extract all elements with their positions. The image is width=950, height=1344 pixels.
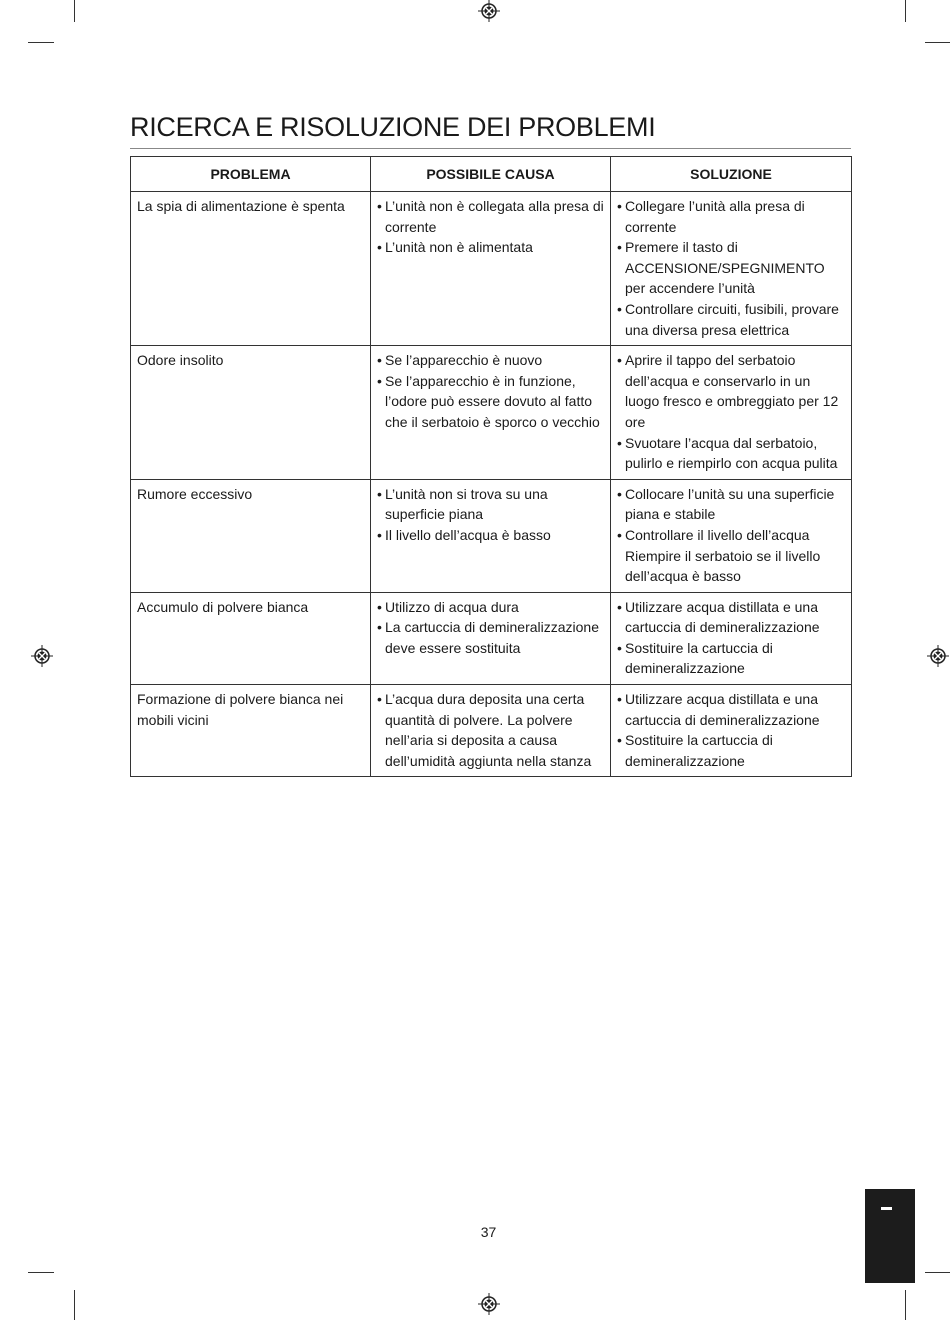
table-row [131,479,852,592]
cause-cell [371,592,611,684]
solution-cell [611,479,852,592]
crop-mark [925,1272,950,1273]
table-row [131,192,852,346]
solution-item: • Premere il tasto di ACCENSIONE/SPEGNIMENTO per accendere l’unità [617,237,845,299]
cause-cell [371,685,611,777]
cause-item: • La cartuccia di demineralizzazione deve essere sostituita [377,617,604,658]
crop-mark [905,1290,906,1320]
registration-mark-icon [927,645,949,667]
page-title: RICERCA E RISOLUZIONE DEI PROBLEMI [130,112,851,149]
problem-cell: Rumore eccessivo [131,479,371,592]
solution-item: • Svuotare l’acqua dal serbatoio, pulirlo e riempirlo con acqua pulita [617,433,845,474]
crop-mark [28,1272,54,1273]
solution-item: • Controllare il livello dell’acqua Riempire il serbatoio se il livello dell’acqua è basso [617,525,845,587]
solution-item: • Utilizzare acqua distillata e una cartuccia di demineralizzazione [617,597,845,638]
cause-item: • Utilizzo di acqua dura [377,597,604,618]
table-header-row [131,157,852,192]
cause-item: • L’unità non si trova su una superficie piana [377,484,604,525]
page-number: 37 [480,1224,497,1240]
solution-item: • Sostituire la cartuccia di demineralizzazione [617,638,845,679]
table-row [131,685,852,777]
crop-mark [74,0,75,22]
cause-item: • Il livello dell’acqua è basso [377,525,604,546]
cause-item: • L’unità non è collegata alla presa di corrente [377,196,604,237]
cause-item: • L’unità non è alimentata [377,237,604,258]
solution-cell [611,346,852,480]
troubleshooting-table [130,156,852,777]
solution-item: • Aprire il tappo del serbatoio dell’acqua e conservarlo in un luogo fresco e ombreggiato per 12 ore [617,350,845,432]
cause-item: • L’acqua dura deposita una certa quantità di polvere. La polvere nell’aria si deposita a causa dell’umidità aggiunta nella stanza [377,689,604,771]
crop-mark [28,42,54,43]
header-solution: SOLUZIONE [611,157,852,192]
cause-item: • Se l’apparecchio è in funzione, l’odore può essere dovuto al fatto che il serbatoio è sporco o vecchio [377,371,604,433]
solution-cell [611,192,852,346]
solution-item: • Collocare l’unità su una superficie piana e stabile [617,484,845,525]
solution-item: • Utilizzare acqua distillata e una cartuccia di demineralizzazione [617,689,845,730]
registration-mark-icon [31,645,53,667]
solution-item: • Sostituire la cartuccia di demineralizzazione [617,730,845,771]
problem-cell: Odore insolito [131,346,371,480]
crop-mark [905,0,906,22]
crop-mark [74,1290,75,1320]
cause-item: • Se l’apparecchio è nuovo [377,350,604,371]
problem-cell: Accumulo di polvere bianca [131,592,371,684]
table-row [131,592,852,684]
solution-item: • Collegare l’unità alla presa di corrente [617,196,845,237]
solution-cell [611,592,852,684]
registration-mark-icon [478,1293,500,1315]
solution-cell [611,685,852,777]
cause-cell [371,192,611,346]
crop-mark [925,42,950,43]
cause-cell [371,479,611,592]
registration-mark-icon [478,0,500,22]
header-problem: PROBLEMA [131,157,371,192]
language-tab [865,1189,915,1283]
problem-cell: La spia di alimentazione è spenta [131,192,371,346]
cause-cell [371,346,611,480]
solution-item: • Controllare circuiti, fusibili, provare una diversa presa elettrica [617,299,845,340]
header-cause: POSSIBILE CAUSA [371,157,611,192]
tab-dash-mark [881,1207,892,1210]
table-row [131,346,852,480]
problem-cell: Formazione di polvere bianca nei mobili vicini [131,685,371,777]
